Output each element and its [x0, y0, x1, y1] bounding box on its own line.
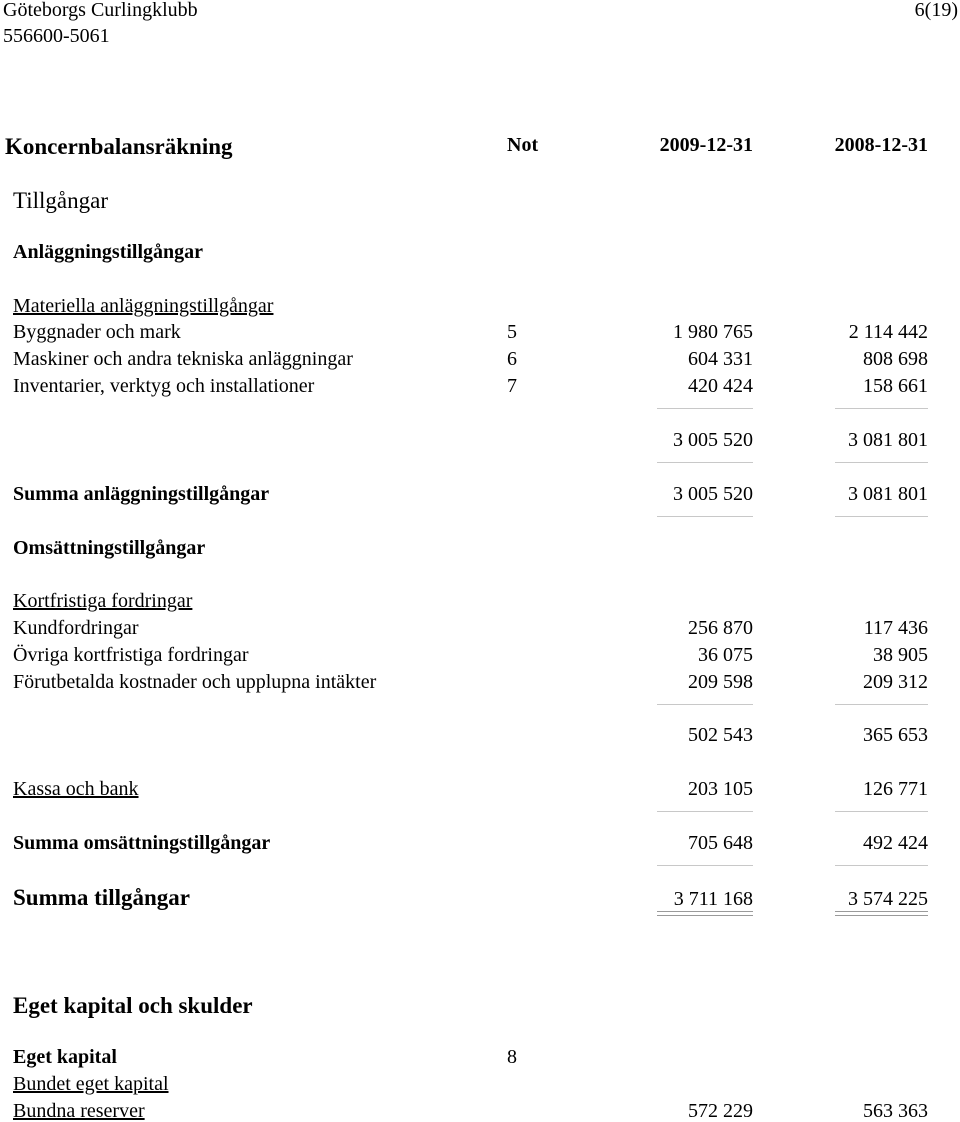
- subtotal-rule: [835, 704, 928, 705]
- row-value-2009: 209 598: [688, 671, 753, 693]
- row-label: Övriga kortfristiga fordringar: [13, 644, 249, 666]
- fixed-assets-total-2008: 3 081 801: [848, 483, 928, 505]
- subtotal-rule: [657, 408, 753, 409]
- page-number: 6(19): [914, 0, 958, 21]
- subtotal-rule: [657, 704, 753, 705]
- row-value-2008: 38 905: [873, 644, 928, 666]
- receivables-heading: Kortfristiga fordringar: [13, 590, 193, 612]
- column-header-note: Not: [507, 134, 539, 156]
- equity-note: 8: [507, 1046, 517, 1068]
- receivables-subtotal-2009: 502 543: [688, 724, 753, 746]
- total-rule: [657, 516, 753, 517]
- row-label: Maskiner och andra tekniska anläggningar: [13, 348, 353, 370]
- fixed-assets-total-2009: 3 005 520: [673, 483, 753, 505]
- fixed-assets-subtotal-2009: 3 005 520: [673, 429, 753, 451]
- total-assets-label: Summa tillgångar: [13, 885, 190, 910]
- row-value-2008: 2 114 442: [848, 321, 928, 343]
- tangible-assets-heading: Materiella anläggningstillgångar: [13, 295, 274, 317]
- current-assets-total-2008: 492 424: [863, 832, 928, 854]
- row-value-2009: 572 229: [688, 1100, 753, 1122]
- row-value-2008: 808 698: [863, 348, 928, 370]
- row-value-2008: 117 436: [863, 617, 928, 639]
- grand-total-double-rule: [657, 911, 753, 916]
- total-rule: [835, 865, 928, 866]
- row-note: 5: [507, 321, 517, 343]
- row-label: Förutbetalda kostnader och upplupna intäkter: [13, 671, 377, 693]
- row-label: Kundfordringar: [13, 617, 139, 639]
- total-assets-2008: 3 574 225: [848, 888, 928, 910]
- subtotal-rule: [835, 462, 928, 463]
- row-label: Inventarier, verktyg och installationer: [13, 375, 315, 397]
- row-value-2009: 256 870: [688, 617, 753, 639]
- row-value-2008: 563 363: [863, 1100, 928, 1122]
- row-value-2009: 604 331: [688, 348, 753, 370]
- column-header-2008: 2008-12-31: [834, 134, 928, 156]
- current-assets-total-label: Summa omsättningstillgångar: [13, 832, 271, 854]
- subtotal-rule: [835, 811, 928, 812]
- cash-label: Kassa och bank: [13, 778, 139, 800]
- row-value-2009: 36 075: [698, 644, 753, 666]
- grand-total-double-rule: [835, 911, 928, 916]
- restricted-equity-heading: Bundet eget kapital: [13, 1073, 169, 1095]
- total-rule: [657, 865, 753, 866]
- fixed-assets-heading: Anläggningstillgångar: [13, 241, 204, 263]
- company-name: Göteborgs Curlingklubb: [3, 0, 198, 21]
- cash-value-2008: 126 771: [863, 778, 928, 800]
- section-heading-equity-liabilities: Eget kapital och skulder: [13, 993, 253, 1018]
- current-assets-total-2009: 705 648: [688, 832, 753, 854]
- equity-heading: Eget kapital: [13, 1046, 117, 1068]
- row-label: Bundna reserver: [13, 1100, 145, 1122]
- subtotal-rule: [835, 408, 928, 409]
- subtotal-rule: [657, 811, 753, 812]
- column-header-2009: 2009-12-31: [659, 134, 753, 156]
- row-note: 7: [507, 375, 517, 397]
- row-label: Byggnader och mark: [13, 321, 181, 343]
- subtotal-rule: [657, 462, 753, 463]
- receivables-subtotal-2008: 365 653: [863, 724, 928, 746]
- organization-number: 556600-5061: [3, 25, 110, 47]
- total-rule: [835, 516, 928, 517]
- total-assets-2009: 3 711 168: [673, 888, 753, 910]
- row-value-2008: 209 312: [863, 671, 928, 693]
- fixed-assets-subtotal-2008: 3 081 801: [848, 429, 928, 451]
- row-value-2009: 420 424: [688, 375, 753, 397]
- statement-title: Koncernbalansräkning: [5, 134, 233, 159]
- row-note: 6: [507, 348, 517, 370]
- row-value-2009: 1 980 765: [673, 321, 753, 343]
- cash-value-2009: 203 105: [688, 778, 753, 800]
- section-heading-assets: Tillgångar: [13, 188, 108, 213]
- row-value-2008: 158 661: [863, 375, 928, 397]
- current-assets-heading: Omsättningstillgångar: [13, 537, 206, 559]
- fixed-assets-total-label: Summa anläggningstillgångar: [13, 483, 270, 505]
